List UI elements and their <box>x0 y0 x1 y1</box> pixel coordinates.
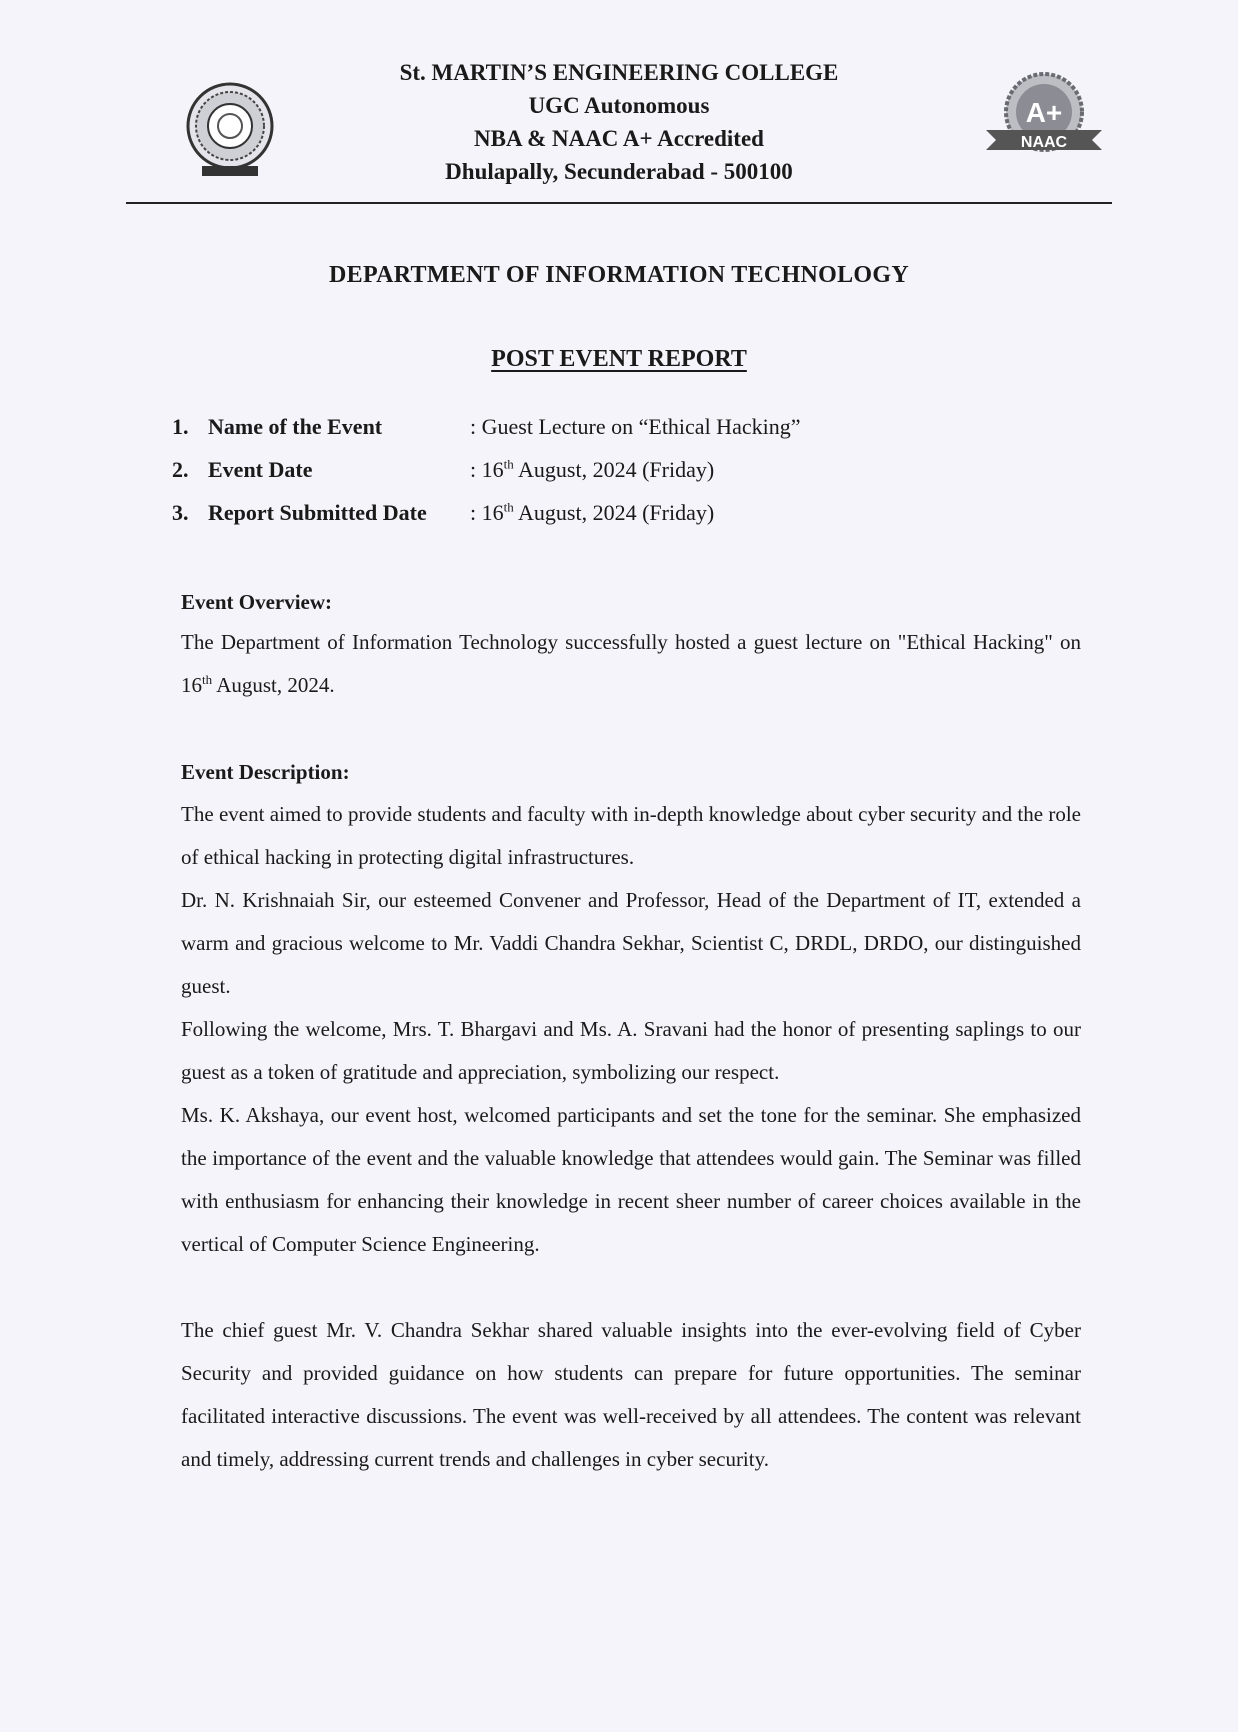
date-rest: August, 2024 (Friday) <box>513 500 715 525</box>
description-paragraph: Following the welcome, Mrs. T. Bhargavi and Ms. A. Sravani had the honor of presenting saplings to our guest as a token of gratitude and appreciation, symbolizing our respect. <box>181 1017 1081 1084</box>
naac-label-text: NAAC <box>1020 134 1068 151</box>
detail-value <box>470 496 714 530</box>
detail-label: Report Submitted Date <box>208 500 427 525</box>
detail-value <box>470 453 714 487</box>
detail-number: 1. <box>172 414 189 439</box>
closing-text: The chief guest Mr. V. Chandra Sekhar shared valuable insights into the ever-evolving field of Cyber Security and provided guidance on how students can prepare for future opportunities. The seminar facilitated interactive discussions. The event was well-received by all attendees. The content was relevant and timely, addressing current trends and challenges in cyber security. <box>181 1318 1081 1471</box>
naac-grade-text: A+ <box>1025 97 1063 128</box>
description-paragraph: Ms. K. Akshaya, our event host, welcomed participants and set the tone for the seminar. She emphasized the importance of the event and the valuable knowledge that attendees would gain. The Seminar was filled with enthusiasm for enhancing their knowledge in recent sheer number of career choices available in the vertical of Computer Science Engineering. <box>181 1103 1081 1256</box>
description-paragraph: Dr. N. Krishnaiah Sir, our esteemed Convener and Professor, Head of the Department of IT, extended a warm and gracious welcome to Mr. Vaddi Chandra Sekhar, Scientist C, DRDL, DRDO, our distinguished guest. <box>181 888 1081 998</box>
event-details <box>172 410 1072 539</box>
college-address: Dhulapally, Secunderabad - 500100 <box>445 159 793 184</box>
department-title: DEPARTMENT OF INFORMATION TECHNOLOGY <box>329 262 909 288</box>
overview-text: The Department of Information Technology successfully hosted a guest lecture on "Ethical Hacking" on 16 <box>181 630 1081 697</box>
report-title-text: POST EVENT REPORT <box>491 346 747 372</box>
overview-ordinal: th <box>202 672 213 687</box>
detail-number: 3. <box>172 500 189 525</box>
description-heading: Event Description: <box>181 760 350 784</box>
header-divider <box>126 202 1112 204</box>
report-title <box>0 346 1238 373</box>
date-rest: August, 2024 (Friday) <box>513 457 715 482</box>
description-body <box>181 793 1081 1266</box>
date-ordinal: th <box>503 456 514 472</box>
naac-logo <box>980 68 1108 164</box>
date-day: : 16 <box>470 500 504 525</box>
detail-row-report-date <box>172 496 1072 539</box>
accreditation: NBA & NAAC A+ Accredited <box>474 126 764 151</box>
college-name: St. MARTIN’S ENGINEERING COLLEGE <box>399 60 839 85</box>
detail-row-event-date <box>172 453 1072 496</box>
date-ordinal: th <box>503 499 514 515</box>
description-paragraph: The event aimed to provide students and faculty with in-depth knowledge about cyber security and the role of ethical hacking in protecting digital infrastructures. <box>181 802 1081 869</box>
overview-text-end: August, 2024. <box>212 673 335 697</box>
autonomous-status: UGC Autonomous <box>528 93 710 118</box>
detail-number: 2. <box>172 457 189 482</box>
detail-label: Event Date <box>208 457 313 482</box>
overview-heading: Event Overview: <box>181 590 333 614</box>
overview-paragraph <box>181 621 1081 707</box>
closing-paragraph <box>181 1309 1081 1481</box>
date-day: : 16 <box>470 457 504 482</box>
detail-value: : Guest Lecture on “Ethical Hacking” <box>470 414 801 439</box>
detail-label: Name of the Event <box>208 414 383 439</box>
detail-row-event-name <box>172 410 1072 453</box>
